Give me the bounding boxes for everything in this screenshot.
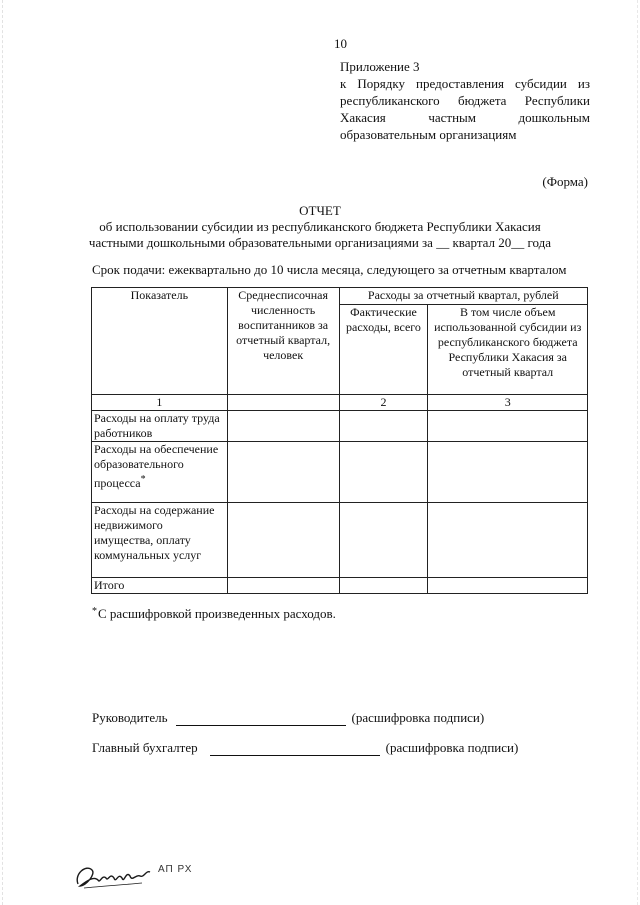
footnote-text: С расшифровкой произведенных расходов. <box>98 606 336 621</box>
accountant-signature-line <box>210 743 380 756</box>
row-label: Расходы на содержание недвижимого имущества, оплату коммунальных услуг <box>92 503 228 578</box>
col-number: 1 <box>92 395 228 411</box>
header-actual-total: Фактические расходы, всего <box>339 305 428 395</box>
archive-stamp-text: АП РХ <box>158 864 193 875</box>
table-cell <box>339 578 428 594</box>
header-avg-count: Среднесписочная численность воспитанников за отчетный квартал, человек <box>227 288 339 395</box>
head-hint: (расшифровка подписи) <box>351 710 485 725</box>
appendix-block <box>340 58 590 143</box>
table-row <box>92 411 588 442</box>
signature-accountant <box>92 740 518 756</box>
appendix-line: республиканского бюджета Республики <box>340 93 590 108</box>
row-label: Итого <box>92 578 228 594</box>
submission-deadline: Срок подачи: ежеквартально до 10 числа месяца, следующего за отчетным кварталом <box>92 262 567 277</box>
col-number <box>227 395 339 411</box>
col-number: 2 <box>339 395 428 411</box>
accountant-label: Главный бухгалтер <box>92 740 198 755</box>
row-label: Расходы на оплату труда работников <box>92 411 228 442</box>
scan-edge-right <box>635 0 638 905</box>
table-cell <box>428 503 588 578</box>
table-row <box>92 503 588 578</box>
report-table <box>91 287 588 594</box>
table-cell <box>227 503 339 578</box>
report-subtitle: об использовании субсидии из республиканского бюджета Республики Хакасия <box>99 219 541 234</box>
header-indicator: Показатель <box>92 288 228 395</box>
table-cell <box>339 442 428 503</box>
header-expenses-group: Расходы за отчетный квартал, рублей <box>339 288 587 305</box>
table-row <box>92 442 588 503</box>
form-label: (Форма) <box>542 174 588 189</box>
table-cell <box>428 411 588 442</box>
accountant-hint: (расшифровка подписи) <box>385 740 519 755</box>
table-cell <box>227 442 339 503</box>
table-cell <box>227 578 339 594</box>
row-label: Расходы на обеспечение образовательного процесса* <box>92 442 228 503</box>
page-number: 10 <box>334 36 347 51</box>
appendix-line: к Порядку предоставления субсидии из <box>340 76 590 91</box>
signature-head <box>92 710 484 726</box>
report-title <box>0 203 640 251</box>
appendix-line: образовательным организациям <box>340 127 517 142</box>
table-cell <box>428 442 588 503</box>
footnote <box>92 606 336 622</box>
report-heading: ОТЧЕТ <box>299 203 341 218</box>
appendix-title: Приложение 3 <box>340 59 420 74</box>
appendix-line: Хакасия частным дошкольным <box>340 110 590 125</box>
col-number: 3 <box>428 395 588 411</box>
header-subsidy-part: В том числе объем использованной субсидии из республиканского бюджета Республики Хакасия за отчетный квартал <box>428 305 588 395</box>
handwritten-signature-mark <box>72 856 152 892</box>
scan-edge-left <box>2 0 5 905</box>
table-cell <box>428 578 588 594</box>
head-label: Руководитель <box>92 710 168 725</box>
table-row-total <box>92 578 588 594</box>
footnote-mark: * <box>140 474 146 485</box>
table-cell <box>339 503 428 578</box>
head-signature-line <box>176 713 346 726</box>
report-period: частными дошкольными образовательными организациями за __ квартал 20__ года <box>88 235 552 250</box>
footnote-mark: * <box>92 606 97 617</box>
table-cell <box>227 411 339 442</box>
table-cell <box>339 411 428 442</box>
